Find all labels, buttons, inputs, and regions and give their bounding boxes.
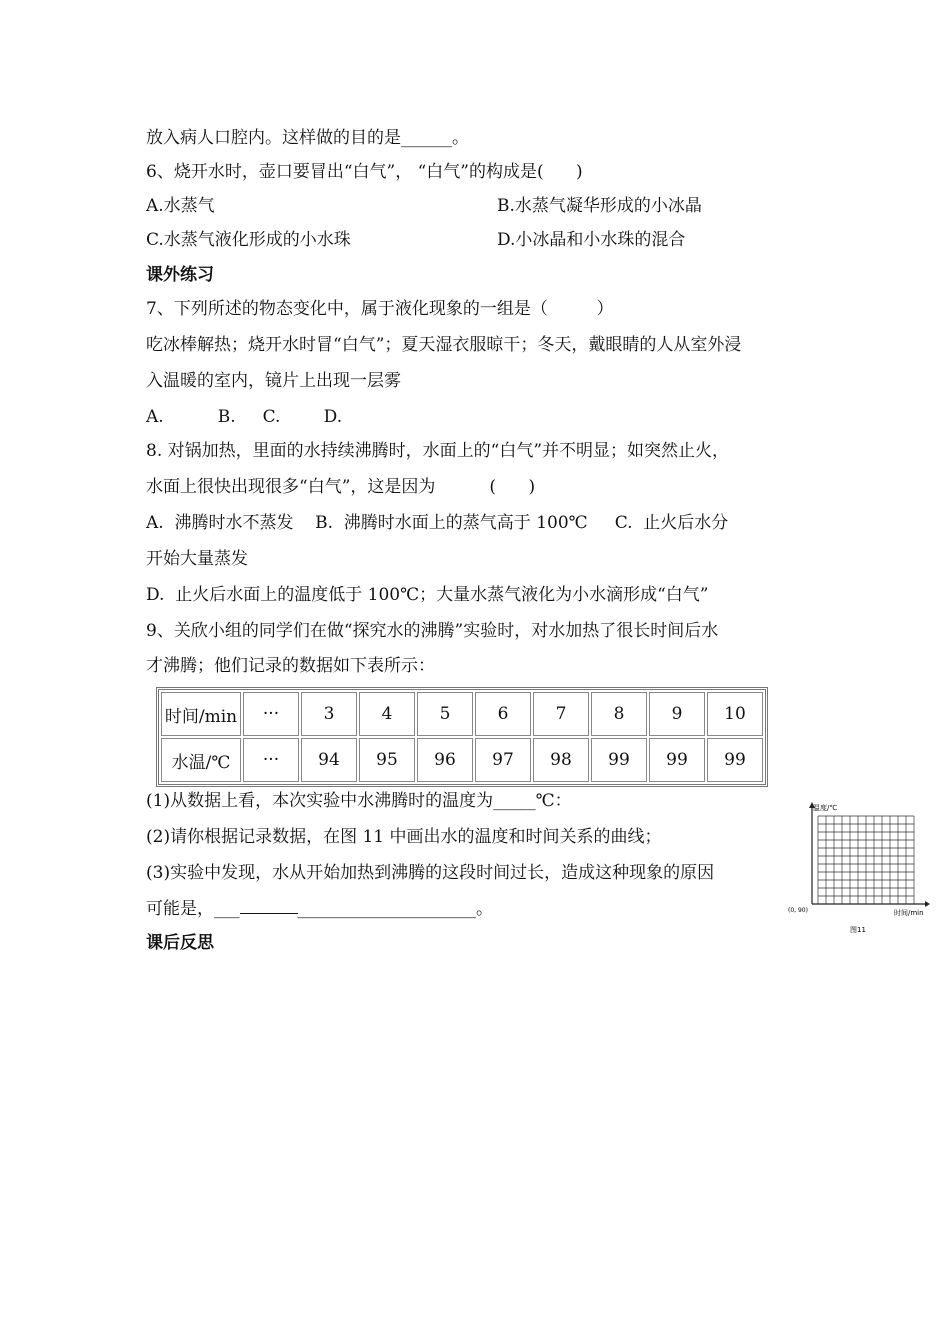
origin-label: (0, 90) (788, 907, 808, 914)
sub-question-1: (1)从数据上看，本次实验中水沸腾时的温度为_____℃： (146, 791, 572, 811)
table-cell: 8 (591, 692, 647, 736)
figure-11-grid (780, 796, 930, 936)
answer-blank (240, 898, 298, 914)
question-8-line-1: 8. 对锅加热，里面的水持续沸腾时，水面上的“白气”并不明显；如突然止火， (146, 441, 730, 461)
q8-options-line: A. 沸腾时水不蒸发 B. 沸腾时水面上的蒸气高于 100℃ C. 止火后水分 (146, 513, 729, 533)
question-9-line-2: 才沸腾；他们记录的数据如下表所示： (146, 656, 435, 676)
question-7: 7、下列所述的物态变化中，属于液化现象的一组是（ ） (146, 299, 614, 319)
question-8-line-2: 水面上很快出现很多“白气”，这是因为 ( ) (146, 477, 536, 497)
table-cell: 5 (417, 692, 473, 736)
table-cell: 3 (301, 692, 357, 736)
table-cell: 98 (533, 738, 589, 782)
question-9-line-1: 9、关欣小组的同学们在做“探究水的沸腾”实验时，对水加热了很长时间后水 (146, 621, 719, 641)
table-cell: 99 (649, 738, 705, 782)
q6-option-d: D.小冰晶和小水珠的混合 (497, 230, 686, 250)
section-heading-reflection: 课后反思 (146, 933, 214, 953)
figure-caption: 图11 (850, 926, 866, 934)
x-axis-arrow (925, 901, 930, 907)
table-cell: 95 (359, 738, 415, 782)
q6-option-b: B.水蒸气凝华形成的小冰晶 (497, 196, 702, 216)
table-cell: 96 (417, 738, 473, 782)
table-row (161, 738, 763, 782)
table-cell: 94 (301, 738, 357, 782)
data-table (156, 687, 768, 787)
table-cell: 6 (475, 692, 531, 736)
table-cell: 10 (707, 692, 763, 736)
table-row (161, 692, 763, 736)
table-cell: 4 (359, 692, 415, 736)
table-cell: ··· (243, 738, 299, 782)
table-cell: 97 (475, 738, 531, 782)
q7-text-line-1: 吃冰棒解热；烧开水时冒“白气”；夏天湿衣服晾干；冬天，戴眼睛的人从室外浸 (146, 335, 742, 355)
x-axis-label: 时间/min (894, 909, 924, 917)
q7-text-line-2: 入温暖的室内，镜片上出现一层雾 (146, 371, 401, 391)
section-heading-extracurricular: 课外练习 (146, 265, 214, 285)
table-cell: 7 (533, 692, 589, 736)
table-cell: 99 (707, 738, 763, 782)
q6-option-c: C.水蒸气液化形成的小水珠 (146, 230, 351, 250)
table-cell: 水温/℃ (161, 738, 241, 782)
q7-options: A. B. C. D. (146, 407, 343, 427)
sub-question-3-answer: 可能是，___ _____________________。 (146, 899, 493, 919)
y-axis-label: 温度/℃ (813, 804, 838, 812)
table-cell: 99 (591, 738, 647, 782)
table-cell: 时间/min (161, 692, 241, 736)
table-cell: 9 (649, 692, 705, 736)
q8-option-d: D. 止火后水面上的温度低于 100℃；大量水蒸气液化为小水滴形成“白气” (146, 585, 709, 605)
q6-option-a: A.水蒸气 (146, 196, 215, 216)
table-cell: ··· (243, 692, 299, 736)
sub-question-2: (2)请你根据记录数据，在图 11 中画出水的温度和时间关系的曲线； (146, 827, 662, 847)
text-line-q5-end: 放入病人口腔内。这样做的目的是______。 (146, 128, 469, 148)
q8-options-line-cont: 开始大量蒸发 (146, 549, 248, 569)
sub-question-3: (3)实验中发现，水从开始加热到沸腾的这段时间过长，造成这种现象的原因 (146, 863, 715, 883)
question-6: 6、烧开水时，壶口要冒出“白气”， “白气”的构成是( ) (146, 162, 583, 182)
